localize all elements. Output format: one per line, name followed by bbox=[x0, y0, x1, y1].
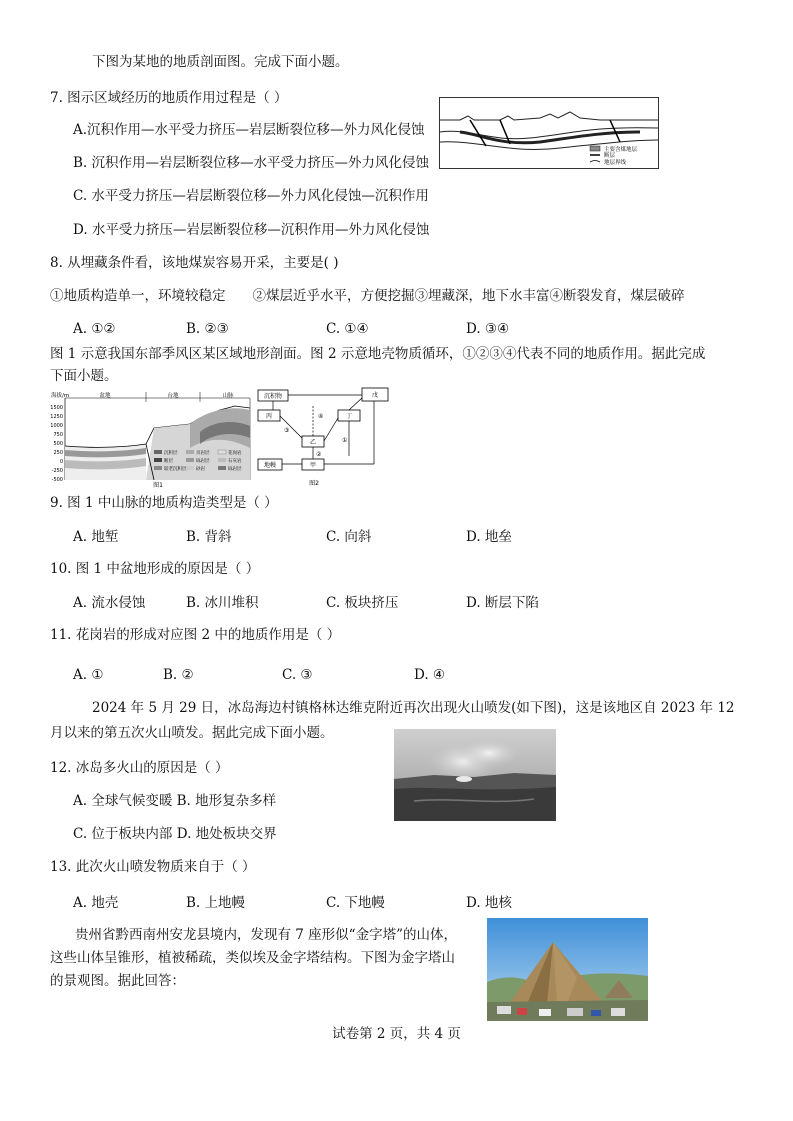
question-13-option-a[interactable]: A. 地壳 bbox=[73, 895, 119, 911]
figure-1-ylabel: 海拔/m bbox=[51, 393, 70, 399]
page-footer: 试卷第 2 页，共 4 页 bbox=[332, 1026, 461, 1042]
question-8-stem: 8. 从埋藏条件看，该地煤炭容易开采，主要是( ) bbox=[50, 255, 339, 271]
y-tick: -250 bbox=[51, 468, 63, 474]
label-process-3: ③ bbox=[284, 427, 290, 434]
question-13-stem: 13. 此次火山喷发物质来自于（ ） bbox=[50, 859, 256, 875]
box-jia: 甲 bbox=[309, 462, 317, 469]
y-tick: 1500 bbox=[50, 405, 63, 411]
y-tick: 750 bbox=[53, 432, 63, 438]
box-sediment: 沉积物 bbox=[263, 393, 283, 400]
y-tick: 250 bbox=[53, 450, 63, 456]
y-tick: 500 bbox=[53, 441, 63, 447]
box-yi: 乙 bbox=[309, 439, 317, 446]
question-10-option-c[interactable]: C. 板块挤压 bbox=[326, 595, 399, 611]
y-tick: 1000 bbox=[50, 423, 63, 429]
figure-2-rock-cycle bbox=[256, 386, 391, 488]
question-13-option-d[interactable]: D. 地核 bbox=[466, 895, 512, 911]
question-8-option-b[interactable]: B. ②③ bbox=[186, 321, 229, 337]
volcano-eruption-photo bbox=[394, 729, 556, 821]
section-intro-4-line-2: 这些山体呈锥形，植被稀疏，类似埃及金字塔结构。下图为金字塔山 bbox=[50, 950, 455, 966]
question-11-stem: 11. 花岗岩的形成对应图 2 中的地质作用是（ ） bbox=[50, 627, 341, 643]
question-8-option-a[interactable]: A. ①② bbox=[73, 321, 116, 337]
legend-coal-strata: 主要含煤地层 bbox=[604, 147, 638, 153]
question-10-stem: 10. 图 1 中盆地形成的原因是（ ） bbox=[50, 561, 260, 577]
question-10-option-a[interactable]: A. 流水侵蚀 bbox=[73, 595, 146, 611]
question-7-option-b[interactable]: B. 沉积作用—岩层断裂位移—水平受力挤压—外力风化侵蚀 bbox=[73, 155, 430, 171]
figure-1-caption: 图1 bbox=[153, 482, 163, 488]
legend-item: 页岩层 bbox=[196, 451, 210, 456]
y-tick: 0 bbox=[59, 459, 63, 465]
question-8-conditions: ①地质构造单一，环境较稳定 ②煤层近乎水平，方便挖掘③埋藏深，地下水丰富④断裂发育，煤层破碎 bbox=[50, 288, 685, 304]
region-platform-label: 台地 bbox=[167, 393, 179, 399]
question-10-option-b[interactable]: B. 冰川堆积 bbox=[186, 595, 259, 611]
legend-item: 花岗岩 bbox=[228, 451, 242, 456]
question-9-option-c[interactable]: C. 向斜 bbox=[326, 529, 372, 545]
legend-item: 石灰岩 bbox=[228, 459, 242, 464]
question-7-stem: 7. 图示区域经历的地质作用过程是（ ） bbox=[50, 90, 288, 106]
label-process-4: ④ bbox=[318, 413, 324, 420]
legend-item: 沉积层 bbox=[164, 451, 178, 456]
section-intro-1: 下图为某地的地质剖面图。完成下面小题。 bbox=[92, 54, 349, 70]
label-process-2: ② bbox=[316, 451, 322, 458]
legend-item: 较老沉积层 bbox=[164, 467, 187, 472]
section-intro-4-line-3: 的景观图。据此回答： bbox=[50, 973, 185, 989]
pyramid-mountain-photo bbox=[487, 918, 648, 1021]
geologic-profile-figure bbox=[439, 97, 659, 169]
question-9-option-b[interactable]: B. 背斜 bbox=[186, 529, 232, 545]
question-8-option-c[interactable]: C. ①④ bbox=[326, 321, 369, 337]
question-12-stem: 12. 冰岛多火山的原因是（ ） bbox=[50, 760, 229, 776]
question-12-options-line-2[interactable]: C. 位于板块内部 D. 地处板块交界 bbox=[73, 826, 277, 842]
box-wu: 戊 bbox=[371, 392, 379, 399]
question-12-options-line-1[interactable]: A. 全球气候变暖 B. 地形复杂多样 bbox=[73, 793, 277, 809]
figure-1-terrain-profile bbox=[50, 388, 255, 488]
question-13-option-b[interactable]: B. 上地幔 bbox=[186, 895, 246, 911]
question-8-option-d[interactable]: D. ③④ bbox=[466, 321, 510, 337]
legend-strata-boundary: 地层界线 bbox=[604, 160, 627, 166]
question-10-option-d[interactable]: D. 断层下陷 bbox=[466, 595, 539, 611]
y-tick: -500 bbox=[51, 477, 63, 483]
box-mantle: 地幔 bbox=[263, 462, 277, 469]
section-intro-3-line-2: 月以来的第五次火山喷发。据此完成下面小题。 bbox=[50, 725, 334, 741]
section-intro-4-line-1: 贵州省黔西南州安龙县境内，发现有 7 座形似“金字塔”的山体， bbox=[75, 927, 457, 943]
figure-2-caption: 图2 bbox=[309, 480, 319, 487]
question-9-option-d[interactable]: D. 地垒 bbox=[466, 529, 512, 545]
label-process-1: ① bbox=[342, 437, 348, 444]
question-11-option-b[interactable]: B. ② bbox=[163, 667, 194, 683]
legend-item: 砾岩层 bbox=[228, 467, 242, 472]
region-basin-label: 盆地 bbox=[99, 393, 111, 399]
question-11-option-d[interactable]: D. ④ bbox=[414, 667, 446, 683]
question-7-option-c[interactable]: C. 水平受力挤压—岩层断裂位移—外力风化侵蚀—沉积作用 bbox=[73, 188, 429, 204]
question-7-option-a[interactable]: A.沉积作用—水平受力挤压—岩层断裂位移—外力风化侵蚀 bbox=[73, 122, 425, 138]
legend-item: 断层 bbox=[164, 459, 173, 464]
section-intro-3-line-1: 2024 年 5 月 29 日，冰岛海边村镇格林达维克附近再次出现火山喷发(如下图)，这是该地区自 2023 年 12 bbox=[92, 700, 735, 716]
legend-item: 砾岩层 bbox=[196, 459, 210, 464]
question-9-option-a[interactable]: A. 地堑 bbox=[73, 529, 119, 545]
question-13-option-c[interactable]: C. 下地幔 bbox=[326, 895, 385, 911]
section-intro-2-line-1: 图 1 示意我国东部季风区某区域地形剖面。图 2 示意地壳物质循环，①②③④代表不同的地质作用。据此完成 bbox=[50, 346, 706, 362]
y-tick: 1250 bbox=[50, 414, 63, 420]
section-intro-2-line-2: 下面小题。 bbox=[50, 368, 118, 384]
question-11-option-c[interactable]: C. ③ bbox=[282, 667, 313, 683]
box-bing: 丙 bbox=[265, 413, 273, 420]
legend-fault: 断层 bbox=[604, 153, 616, 159]
box-ding: 丁 bbox=[345, 413, 353, 420]
question-9-stem: 9. 图 1 中山脉的地质构造类型是（ ） bbox=[50, 495, 278, 511]
region-mountain-label: 山脉 bbox=[222, 393, 234, 399]
legend-item: 砂岩 bbox=[196, 467, 205, 472]
question-11-option-a[interactable]: A. ① bbox=[73, 667, 104, 683]
question-7-option-d[interactable]: D. 水平受力挤压—岩层断裂位移—沉积作用—外力风化侵蚀 bbox=[73, 222, 430, 238]
